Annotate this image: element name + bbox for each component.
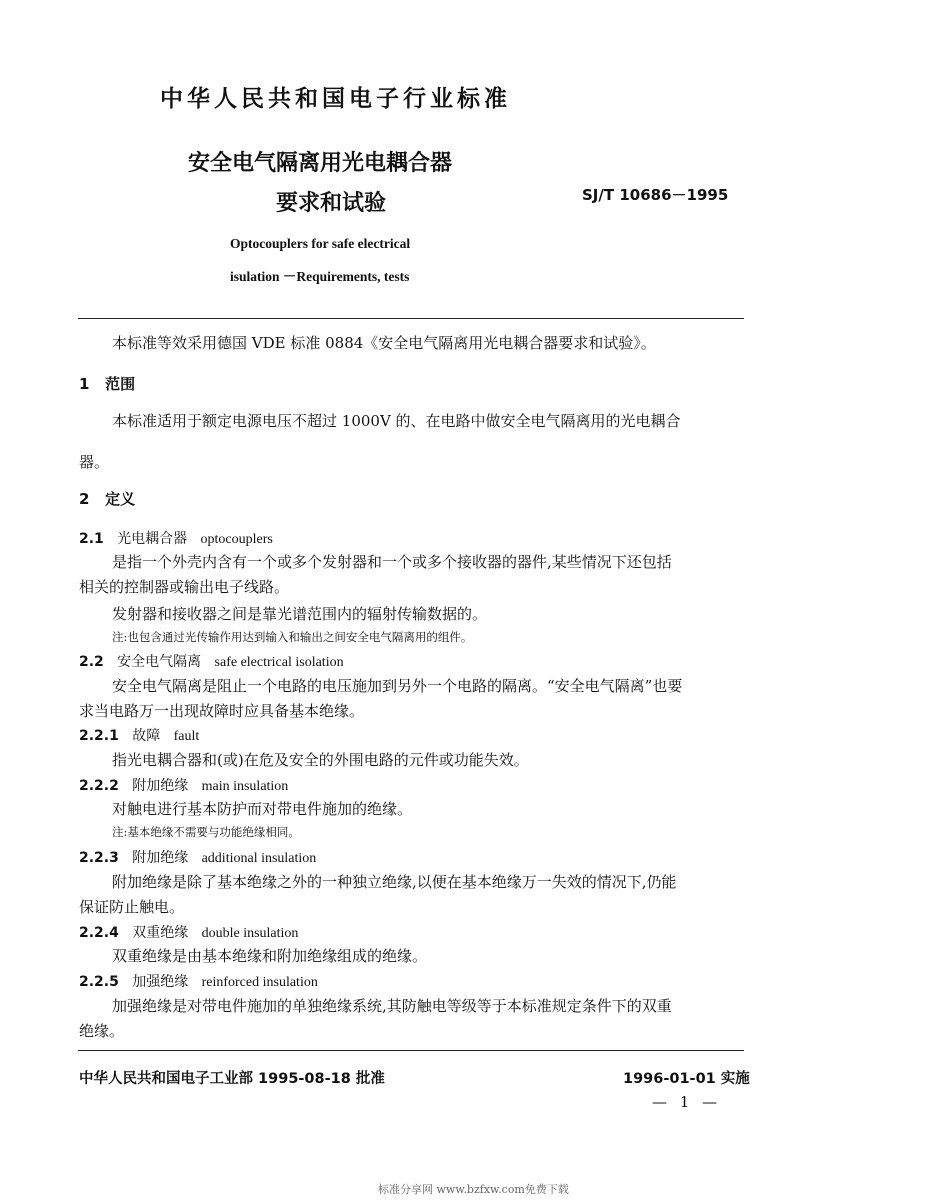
definition-2-1-text-line-1: 是指一个外壳内含有一个或多个发射器和一个或多个接收器的器件,某些情况下还包括 (112, 553, 672, 571)
footer-divider (78, 1050, 744, 1051)
term-english: main insulation (201, 779, 289, 794)
section-2-heading (79, 488, 135, 509)
term-chinese: 附加绝缘 (132, 778, 189, 794)
clause-number: 2.1 (79, 531, 104, 547)
standard-title-line-2: 要求和试验 (276, 191, 387, 216)
definition-2-1-heading (79, 528, 273, 548)
definition-2-2-4-text: 双重绝缘是由基本绝缘和附加绝缘组成的绝缘。 (112, 947, 428, 965)
issuing-body-heading: 中华人民共和国电子行业标准 (160, 86, 511, 112)
term-english: double insulation (201, 926, 299, 941)
definition-2-2-heading (79, 651, 344, 671)
definition-2-2-2-text: 对触电进行基本防护而对带电件施加的绝缘。 (112, 800, 413, 818)
clause-number: 2.2.2 (79, 778, 119, 794)
definition-2-2-5-text-line-1: 加强绝缘是对带电件施加的单独绝缘系统,其防触电等级等于本标准规定条件下的双重 (112, 997, 672, 1015)
definition-2-2-2-note: 注:基本绝缘不需要与功能绝缘相同。 (112, 825, 300, 839)
intro-paragraph: 本标准等效采用德国 VDE 标准 0884《安全电气隔离用光电耦合器要求和试验》。 (112, 334, 656, 352)
section-number: 2 (79, 490, 90, 508)
clause-number: 2.2.1 (79, 728, 119, 744)
term-chinese: 故障 (132, 728, 161, 744)
term-english: additional insulation (201, 851, 317, 866)
term-english: fault (173, 729, 200, 744)
definition-2-2-text-line-2: 求当电路万一出现故障时应具备基本绝缘。 (79, 702, 365, 720)
clause-number: 2.2.4 (79, 925, 119, 941)
definition-2-1-text-line-3: 发射器和接收器之间是靠光谱范围内的辐射传输数据的。 (112, 605, 488, 623)
term-chinese: 安全电气隔离 (117, 654, 202, 670)
definition-2-2-2-heading (79, 775, 288, 795)
definition-2-2-3-text-line-2: 保证防止触电。 (79, 898, 185, 916)
definition-2-1-note: 注:也包含通过光传输作用达到输入和输出之间安全电气隔离用的组件。 (112, 630, 473, 644)
definition-2-2-1-heading (79, 725, 199, 745)
term-chinese: 附加绝缘 (132, 850, 189, 866)
watermark-text: 标准分享网 www.bzfxw.com免费下载 (378, 1183, 569, 1196)
scope-paragraph-line-2: 器。 (79, 453, 110, 471)
definition-2-2-3-heading (79, 847, 316, 867)
english-title-line-1: Optocouplers for safe electrical (230, 236, 411, 251)
clause-number: 2.2 (79, 654, 104, 670)
standard-title-line-1: 安全电气隔离用光电耦合器 (188, 151, 453, 176)
header-divider (78, 318, 744, 319)
section-number: 1 (79, 375, 90, 393)
term-english: optocouplers (200, 532, 273, 547)
definition-2-2-3-text-line-1: 附加绝缘是除了基本绝缘之外的一种独立绝缘,以便在基本绝缘万一失效的情况下,仍能 (112, 873, 677, 891)
standard-number: SJ/T 10686－1995 (582, 186, 729, 204)
definition-2-2-5-text-line-2: 绝缘。 (79, 1022, 125, 1040)
effective-date: 1996-01-01 实施 (623, 1071, 750, 1087)
term-english: safe electrical isolation (214, 655, 344, 670)
definition-2-2-5-heading (79, 971, 318, 991)
section-1-heading (79, 373, 135, 394)
clause-number: 2.2.3 (79, 850, 119, 866)
english-title-line-2: isulation －Requirements, tests (230, 269, 410, 284)
term-chinese: 双重绝缘 (132, 925, 189, 941)
term-english: reinforced insulation (201, 975, 318, 990)
approval-line: 中华人民共和国电子工业部 1995-08-18 批准 (79, 1071, 385, 1087)
definition-2-1-text-line-2: 相关的控制器或输出电子线路。 (79, 578, 290, 596)
definition-2-2-1-text: 指光电耦合器和(或)在危及安全的外围电路的元件或功能失效。 (112, 751, 529, 769)
definition-2-2-text-line-1: 安全电气隔离是阻止一个电路的电压施加到另外一个电路的隔离。“安全电气隔离”也要 (112, 677, 683, 695)
term-chinese: 加强绝缘 (132, 974, 189, 990)
scope-paragraph-line-1: 本标准适用于额定电源电压不超过 1000V 的、在电路中做安全电气隔离用的光电耦合 (112, 412, 681, 430)
clause-number: 2.2.5 (79, 974, 119, 990)
page-number: — 1 — (652, 1093, 722, 1111)
section-title: 范围 (105, 375, 136, 393)
section-title: 定义 (105, 490, 136, 508)
term-chinese: 光电耦合器 (117, 531, 188, 547)
definition-2-2-4-heading (79, 922, 298, 942)
